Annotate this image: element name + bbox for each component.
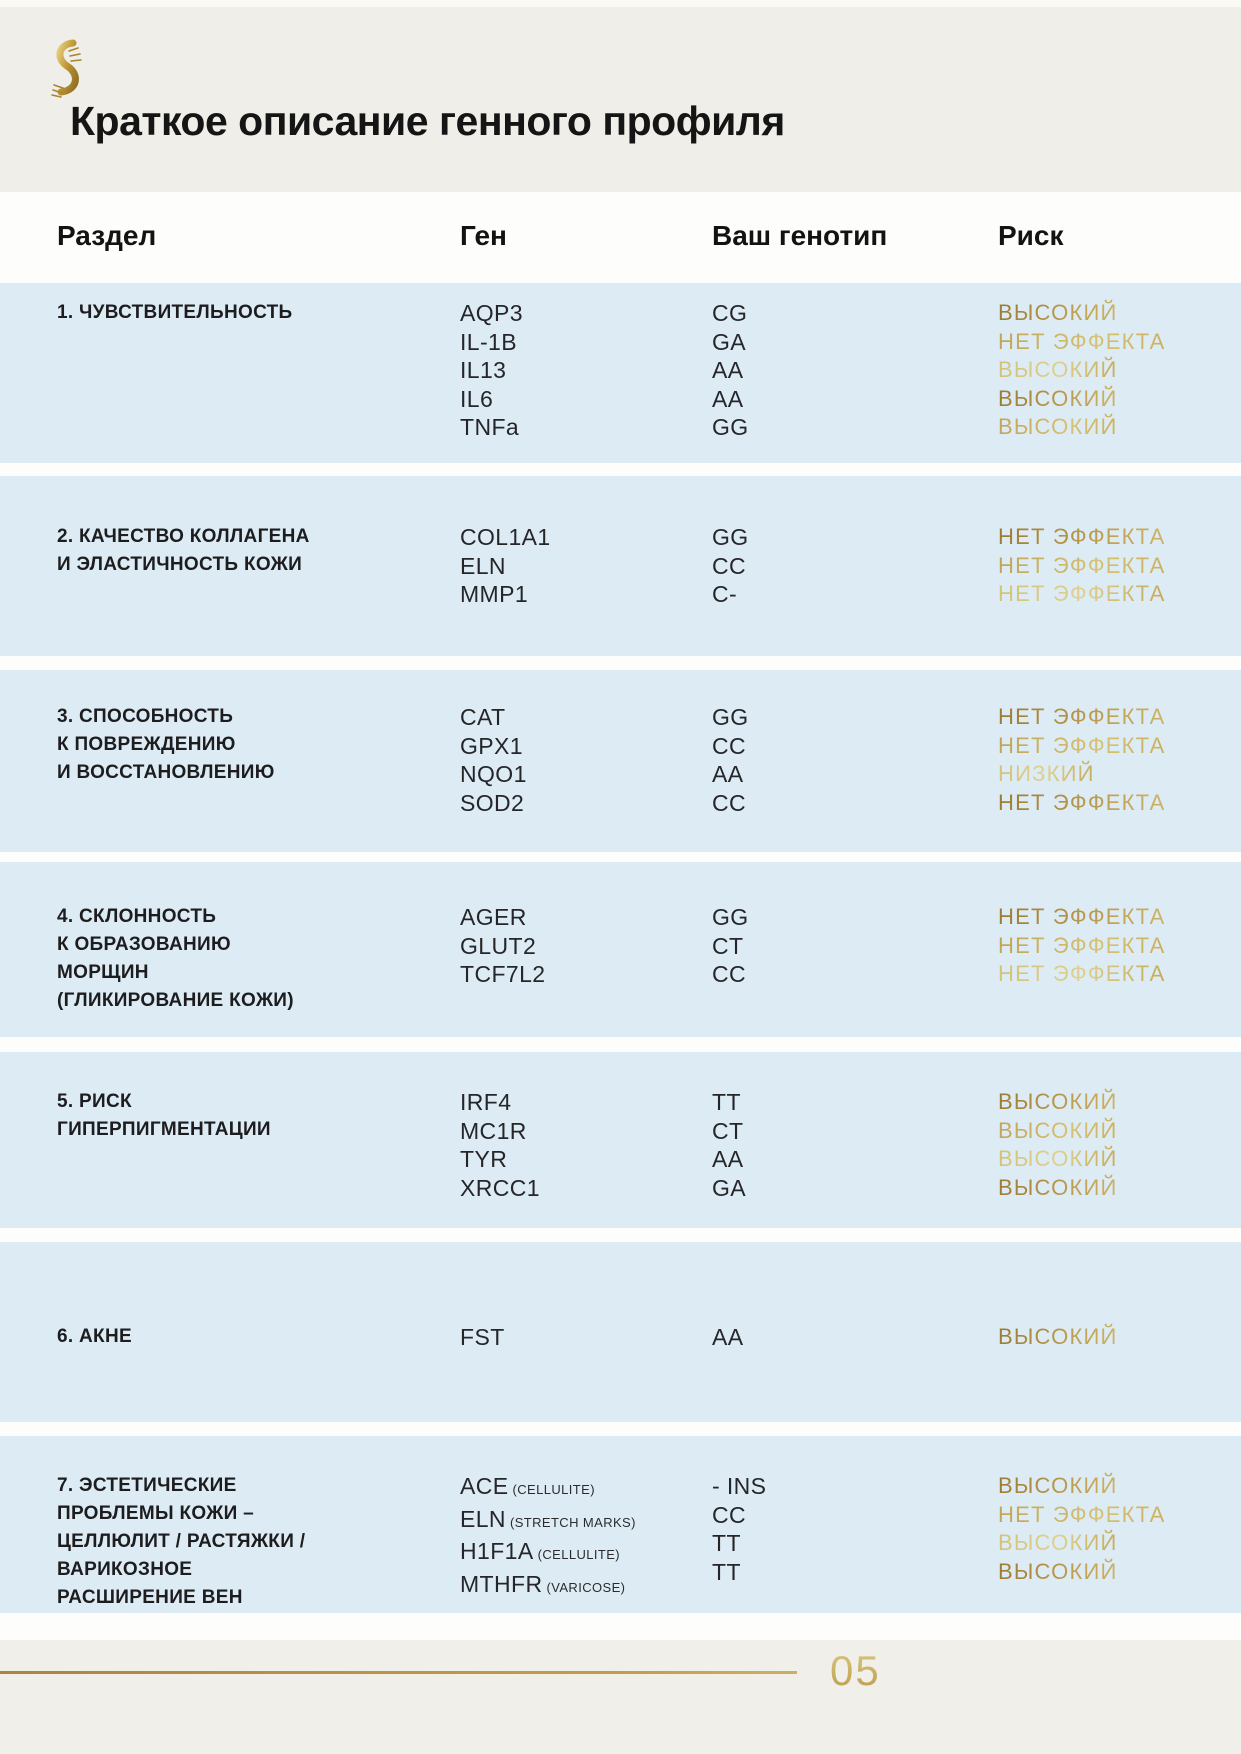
risk-level: НЕТ ЭФФЕКТА — [998, 1501, 1165, 1530]
footer-gold-rule — [0, 1671, 797, 1674]
page-header — [0, 0, 1241, 192]
sections-container — [0, 283, 1241, 1613]
risk-level: ВЫСОКИЙ — [998, 1472, 1118, 1501]
risk-level: ВЫСОКИЙ — [998, 299, 1118, 328]
risk-column — [998, 1323, 1241, 1422]
section-label-line: 1. ЧУВСТВИТЕЛЬНОСТЬ — [57, 302, 293, 323]
section-label-line: К ПОВРЕЖДЕНИЮ — [57, 734, 236, 755]
genotype-value: GG — [712, 704, 749, 730]
gene-name: XRCC1 — [460, 1174, 540, 1201]
genotype-value: CC — [712, 1501, 747, 1528]
section-label-line: К ОБРАЗОВАНИЮ — [57, 934, 231, 955]
page-number: 05 — [830, 1647, 881, 1694]
risk-level: НЕТ ЭФФЕКТА — [998, 932, 1165, 961]
section-label-line: 4. СКЛОННОСТЬ — [57, 906, 217, 927]
gene-name: IL6 — [460, 385, 494, 412]
section-label-line: ВАРИКОЗНОЕ — [57, 1559, 193, 1580]
section-label — [0, 299, 460, 463]
genotype-value: GA — [712, 1174, 747, 1201]
section-label-line: 5. РИСК — [57, 1091, 132, 1112]
gene-name: GPX1 — [460, 732, 523, 759]
genotype-value: TT — [712, 1558, 741, 1585]
genotype-value: C- — [712, 581, 738, 607]
page-title: Краткое описание генного профиля — [70, 98, 785, 144]
genotype-value: CC — [712, 789, 747, 816]
gene-name: COL1A1 — [460, 524, 551, 550]
risk-level: ВЫСОКИЙ — [998, 1145, 1118, 1174]
genotype-value: AA — [712, 761, 744, 787]
gene-name: AQP3 — [460, 300, 523, 326]
gene-section-block — [0, 862, 1241, 1037]
gene-name: MMP1 — [460, 581, 529, 607]
risk-level: ВЫСОКИЙ — [998, 1558, 1118, 1587]
gene-column — [460, 1088, 712, 1228]
gene-column — [460, 703, 712, 852]
genotype-value: CC — [712, 732, 747, 759]
genotype-value: CT — [712, 1117, 744, 1144]
section-label-line: РАСШИРЕНИЕ ВЕН — [57, 1587, 243, 1608]
genotype-value: AA — [712, 357, 744, 383]
genotype-value: GG — [712, 904, 749, 930]
genotype-value: CT — [712, 932, 744, 959]
gene-section-block — [0, 1052, 1241, 1228]
gene-name: GLUT2 — [460, 932, 537, 959]
gene-column — [460, 903, 712, 1037]
section-label-line: ПРОБЛЕМЫ КОЖИ – — [57, 1503, 255, 1524]
gene-name: ELN — [460, 552, 506, 579]
gene-name: ELN (STRETCH MARKS) — [460, 1505, 636, 1532]
section-label — [0, 903, 460, 1037]
gene-name: ACE (CELLULITE) — [460, 1473, 595, 1499]
risk-column — [998, 1472, 1241, 1613]
genotype-value: TT — [712, 1530, 741, 1556]
gene-name: TCF7L2 — [460, 961, 546, 987]
risk-level: ВЫСОКИЙ — [998, 413, 1118, 442]
risk-level: НЕТ ЭФФЕКТА — [998, 523, 1165, 552]
risk-column — [998, 903, 1241, 1037]
risk-level: НЕТ ЭФФЕКТА — [998, 960, 1165, 989]
genotype-value: GA — [712, 328, 747, 355]
genotype-value: AA — [712, 1146, 744, 1172]
section-label — [0, 1323, 460, 1422]
col-header-section: Раздел — [57, 220, 157, 251]
gene-name: NQO1 — [460, 761, 527, 787]
gene-name: MTHFR (VARICOSE) — [460, 1570, 626, 1597]
gene-section-block — [0, 670, 1241, 852]
risk-level: ВЫСОКИЙ — [998, 1117, 1118, 1146]
col-header-risk: Риск — [998, 220, 1064, 251]
gene-name: MC1R — [460, 1117, 527, 1144]
section-label — [0, 1472, 460, 1613]
section-label — [0, 703, 460, 852]
genotype-value: CC — [712, 961, 747, 987]
genotype-value: GG — [712, 524, 749, 550]
gene-name: H1F1A (CELLULITE) — [460, 1538, 621, 1564]
genotype-column — [712, 1472, 998, 1613]
section-label-line: 2. КАЧЕСТВО КОЛЛАГЕНА — [57, 526, 310, 547]
gene-name: SOD2 — [460, 789, 525, 816]
gene-note: (VARICOSE) — [542, 1579, 626, 1595]
section-label-line: МОРЩИН — [57, 962, 149, 983]
section-label-line: И ЭЛАСТИЧНОСТЬ КОЖИ — [57, 554, 303, 575]
section-label — [0, 1088, 460, 1228]
risk-column — [998, 523, 1241, 656]
gene-name: CAT — [460, 704, 506, 730]
gene-section-block — [0, 283, 1241, 463]
genotype-column — [712, 299, 998, 463]
risk-level: ВЫСОКИЙ — [998, 1088, 1118, 1117]
genotype-column — [712, 523, 998, 656]
gene-name: TYR — [460, 1146, 508, 1172]
gene-name: IL13 — [460, 357, 507, 383]
risk-level: НЕТ ЭФФЕКТА — [998, 903, 1165, 932]
risk-level: НЕТ ЭФФЕКТА — [998, 580, 1165, 609]
genotype-value: TT — [712, 1089, 741, 1115]
section-label-line: ЦЕЛЛЮЛИТ / РАСТЯЖКИ / — [57, 1531, 306, 1552]
risk-level: НЕТ ЭФФЕКТА — [998, 789, 1165, 818]
risk-level: НЕТ ЭФФЕКТА — [998, 732, 1165, 761]
risk-level: НЕТ ЭФФЕКТА — [998, 328, 1165, 357]
genotype-value: GG — [712, 414, 749, 440]
risk-level: ВЫСОКИЙ — [998, 385, 1118, 414]
genotype-column — [712, 903, 998, 1037]
gene-note: (STRETCH MARKS) — [505, 1514, 636, 1530]
section-label-line: (ГЛИКИРОВАНИЕ КОЖИ) — [57, 990, 294, 1011]
gene-name: TNFa — [460, 414, 520, 440]
dna-helix-icon — [46, 38, 86, 106]
gene-name: IL-1B — [460, 328, 517, 355]
gene-name: AGER — [460, 904, 527, 930]
genotype-value: - INS — [712, 1473, 767, 1499]
section-label-line: 3. СПОСОБНОСТЬ — [57, 706, 234, 727]
risk-level: ВЫСОКИЙ — [998, 356, 1118, 385]
gene-section-block — [0, 1242, 1241, 1422]
risk-level: НИЗКИЙ — [998, 760, 1095, 789]
gene-name: FST — [460, 1324, 505, 1350]
section-label — [0, 523, 460, 656]
gene-column — [460, 523, 712, 656]
section-label-line: И ВОССТАНОВЛЕНИЮ — [57, 762, 275, 783]
genotype-column — [712, 1088, 998, 1228]
gene-section-block — [0, 476, 1241, 656]
section-label-line: ГИПЕРПИГМЕНТАЦИИ — [57, 1119, 271, 1140]
col-header-gene: Ген — [460, 220, 507, 251]
risk-column — [998, 1088, 1241, 1228]
genotype-value: AA — [712, 385, 744, 412]
risk-level: НЕТ ЭФФЕКТА — [998, 552, 1165, 581]
gene-name: IRF4 — [460, 1089, 512, 1115]
gene-column — [460, 1472, 712, 1613]
col-header-genotype: Ваш генотип — [712, 220, 888, 251]
genotype-value: CC — [712, 552, 747, 579]
page-footer — [0, 1640, 1241, 1754]
gene-section-block — [0, 1436, 1241, 1613]
risk-level: ВЫСОКИЙ — [998, 1174, 1118, 1203]
gene-column — [460, 1323, 712, 1422]
genotype-column — [712, 703, 998, 852]
risk-level: ВЫСОКИЙ — [998, 1529, 1118, 1558]
gene-column — [460, 299, 712, 463]
risk-level: НЕТ ЭФФЕКТА — [998, 703, 1165, 732]
table-header-row — [0, 192, 1241, 283]
genotype-value: AA — [712, 1324, 744, 1350]
gene-note: (CELLULITE) — [533, 1547, 621, 1562]
gene-note: (CELLULITE) — [508, 1482, 595, 1497]
risk-column — [998, 299, 1241, 463]
genotype-column — [712, 1323, 998, 1422]
risk-level: ВЫСОКИЙ — [998, 1323, 1118, 1352]
risk-column — [998, 703, 1241, 852]
section-label-line: 7. ЭСТЕТИЧЕСКИЕ — [57, 1475, 237, 1496]
section-label-line: 6. АКНЕ — [57, 1326, 132, 1347]
genotype-value: CG — [712, 300, 748, 326]
